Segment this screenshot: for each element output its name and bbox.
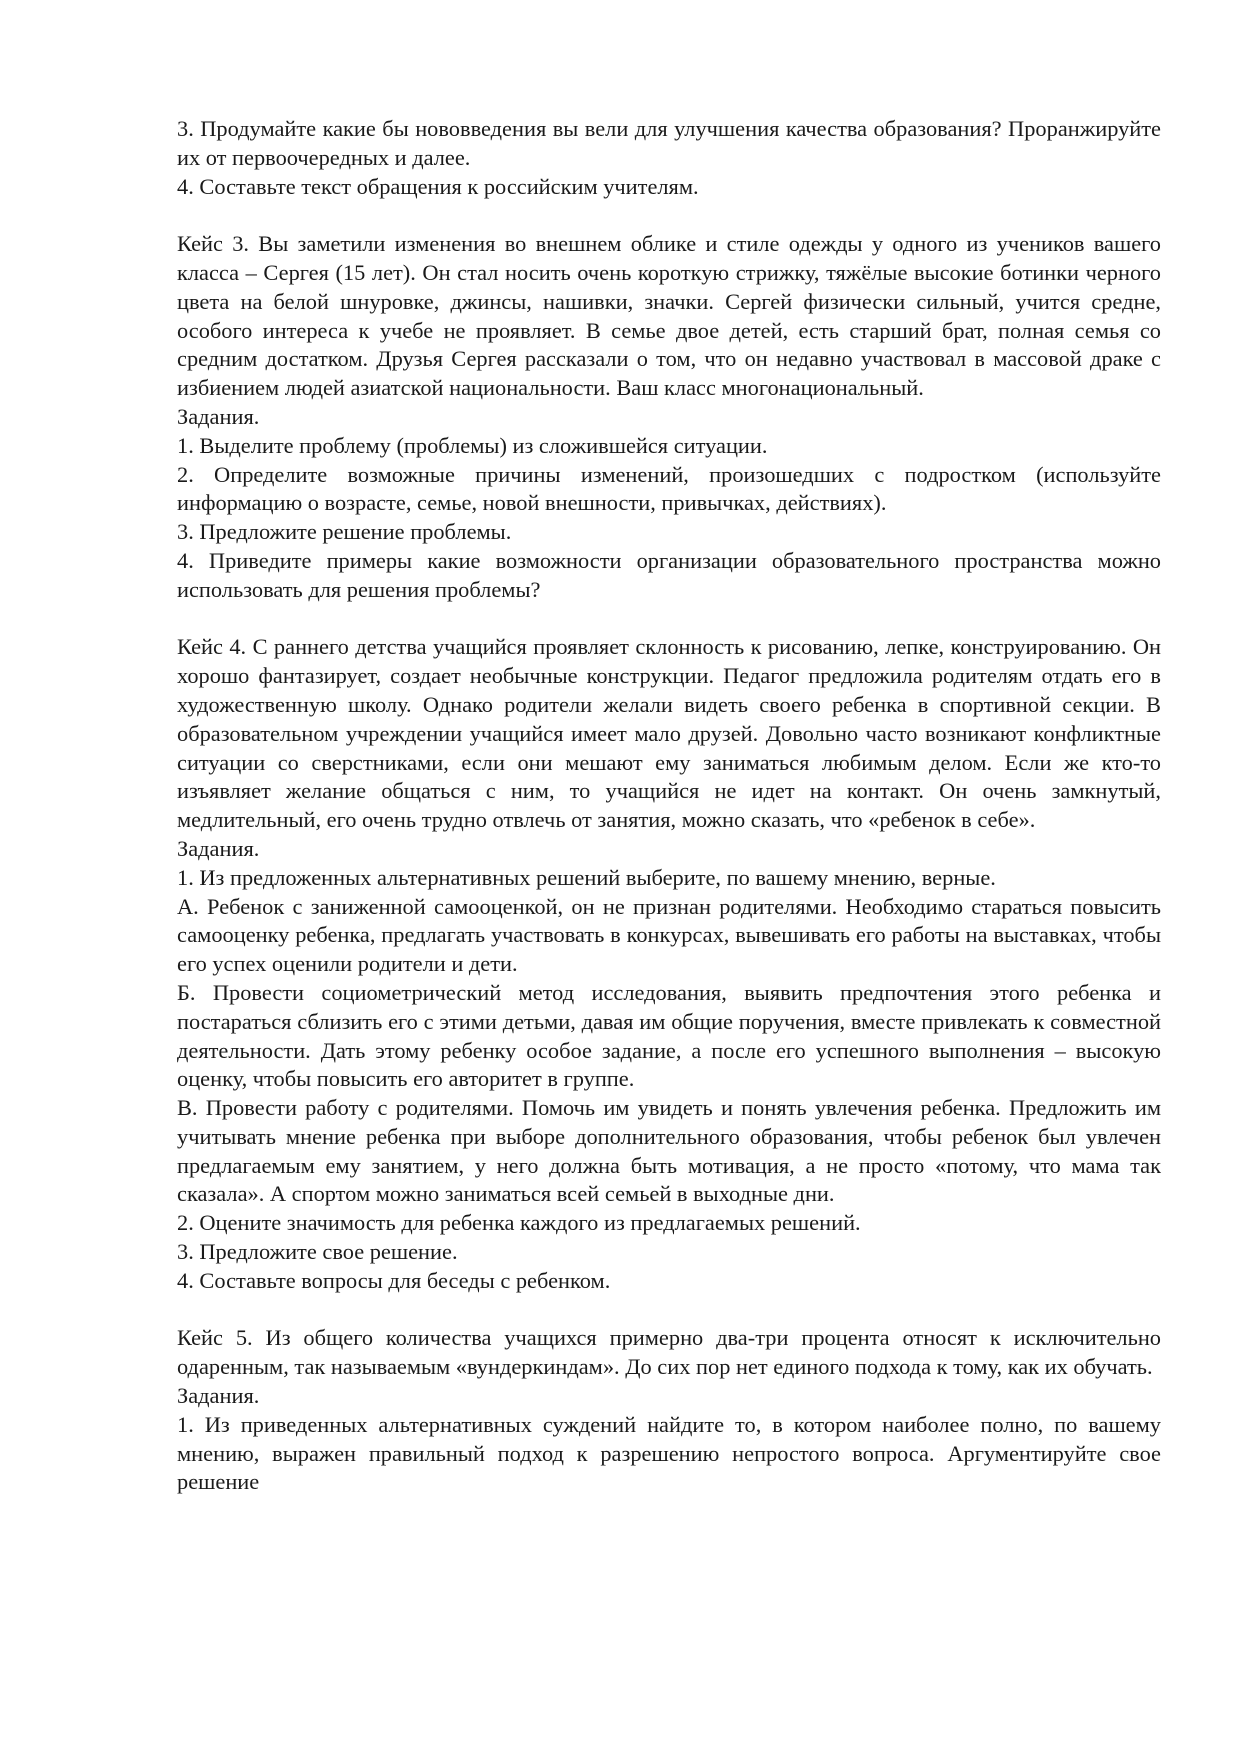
block1-item4: 4. Составьте текст обращения к российским учителям. xyxy=(177,173,699,199)
case3-intro: Кейс 3. Вы заметили изменения во внешнем облике и стиле одежды у одного из учеников вашего класса – Сергея (15 лет). Он стал носить очень короткую стрижку, тяжёлые высокие ботинки черного цвета на белой шнуровке, джинсы, нашивки, значки. Сергей физически сильный, учится средне, особого интереса к учебе не проявляет. В семье двое детей, есть старший брат, полная семья со средним достатком. Друзья Сергея рассказали о том, что он недавно участвовал в массовой драке с избиением людей азиатской национальности. Ваш класс многонациональный. xyxy=(177,231,1161,401)
case5-task1: 1. Из приведенных альтернативных суждений найдите то, в котором наиболее полно, по вашему мнению, выражен правильный подход к разрешению непростого вопроса. Аргументируйте свое решение xyxy=(177,1411,1161,1495)
paragraph-spacer xyxy=(177,1296,1161,1325)
case4-task2: 2. Оцените значимость для ребенка каждого из предлагаемых решений. xyxy=(177,1210,861,1236)
case4-tasks-label: Задания. xyxy=(177,835,260,861)
case4-task3: 3. Предложите свое решение. xyxy=(177,1239,458,1265)
case4-option-a: А. Ребенок с заниженной самооценкой, он не признан родителями. Необходимо стараться повысить самооценку ребенка, предлагать участвовать в конкурсах, вывешивать его работы на выставках, чтобы его успех оценили родители и дети. xyxy=(177,893,1161,977)
case3-tasks-label: Задания. xyxy=(177,403,260,429)
case5-intro: Кейс 5. Из общего количества учащихся примерно два-три процента относят к исключительно одаренным, так называемым «вундеркиндам». До сих пор нет единого подхода к тому, как их обучать. xyxy=(177,1325,1161,1380)
case4-task4: 4. Составьте вопросы для беседы с ребенком. xyxy=(177,1267,611,1293)
case3-task3: 3. Предложите решение проблемы. xyxy=(177,519,512,545)
case3-task2: 2. Определите возможные причины изменений, произошедших с подростком (используйте информацию о возрасте, семье, новой внешности, привычках, действиях). xyxy=(177,461,1161,516)
case4-task1: 1. Из предложенных альтернативных решений выберите, по вашему мнению, верные. xyxy=(177,864,996,890)
case3-task1: 1. Выделите проблему (проблемы) из сложившейся ситуации. xyxy=(177,432,768,458)
case4-intro: Кейс 4. С раннего детства учащийся проявляет склонность к рисованию, лепке, конструированию. Он хорошо фантазирует, создает необычные конструкции. Педагог предложила родителям отдать его в художественную школу. Однако родители желали видеть своего ребенка в спортивной секции. В образовательном учреждении учащийся имеет мало друзей. Довольно часто возникают конфликтные ситуации со сверстниками, если они мешают ему заниматься любимым делом. Если же кто-то изъявляет желание общаться с ним, то учащийся не идет на контакт. Он очень замкнутый, медлительный, его очень трудно отвлечь от занятия, можно сказать, что «ребенок в себе». xyxy=(177,634,1161,833)
block1-item3: 3. Продумайте какие бы нововведения вы вели для улучшения качества образования? Проранжируйте их от первоочередных и далее. xyxy=(177,116,1161,170)
paragraph-spacer xyxy=(177,605,1161,634)
document-page xyxy=(177,115,1161,1497)
case4-option-b: Б. Провести социометрический метод исследования, выявить предпочтения этого ребенка и постараться сблизить его с этими детьми, давая им общие поручения, вместе привлекать к совместной деятельности. Дать этому ребенку особое задание, а после его успешного выполнения – высокую оценку, чтобы повысить его авторитет в группе. xyxy=(177,979,1161,1092)
case4-option-v: В. Провести работу с родителями. Помочь им увидеть и понять увлечения ребенка. Предложить им учитывать мнение ребенка при выборе дополнительного образования, чтобы ребенок был увлечен предлагаемым ему занятием, у него должна быть мотивация, а не просто «потому, что мама так сказала». А спортом можно заниматься всей семьей в выходные дни. xyxy=(177,1095,1161,1207)
paragraph-spacer xyxy=(177,201,1161,230)
case3-task4: 4. Приведите примеры какие возможности организации образовательного пространства можно использовать для решения проблемы? xyxy=(177,547,1161,602)
case5-tasks-label: Задания. xyxy=(177,1383,260,1409)
